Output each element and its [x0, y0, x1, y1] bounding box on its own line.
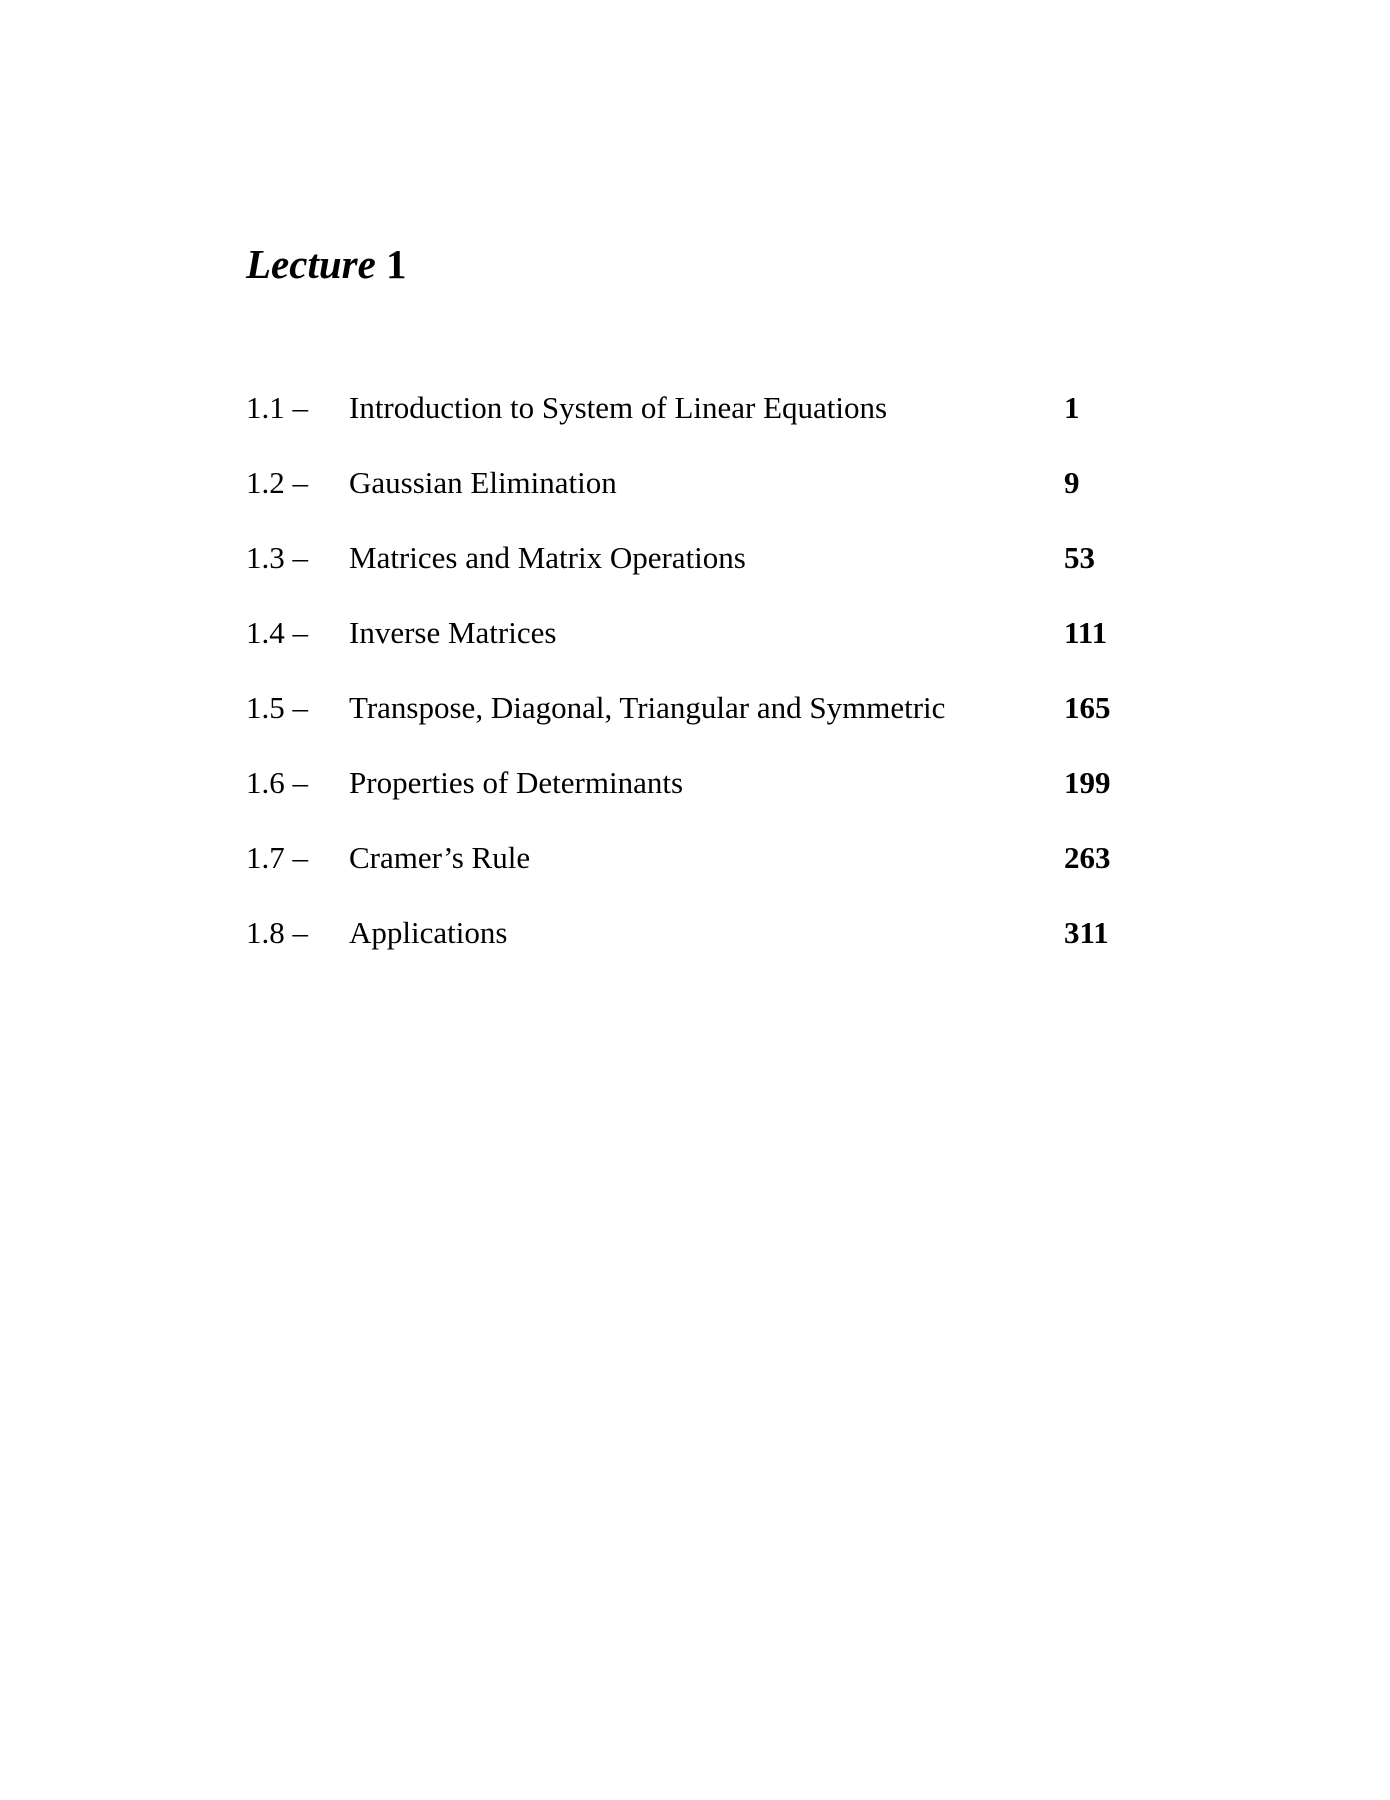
page-number: 311 [1064, 915, 1109, 950]
toc-entry [246, 759, 1126, 834]
section-number: 1.1 – [246, 390, 308, 425]
section-title: Applications [349, 915, 508, 950]
lecture-number: 1 [386, 241, 407, 287]
toc-entry [246, 534, 1126, 609]
section-title: Matrices and Matrix Operations [349, 540, 746, 575]
section-number: 1.6 – [246, 765, 308, 800]
table-of-contents [246, 384, 1126, 984]
page-number: 1 [1064, 390, 1080, 425]
toc-entry [246, 684, 1126, 759]
section-title: Gaussian Elimination [349, 465, 617, 500]
page-number: 111 [1064, 615, 1108, 650]
page-number: 199 [1064, 765, 1111, 800]
toc-entry [246, 609, 1126, 684]
section-title: Cramer’s Rule [349, 840, 531, 875]
section-number: 1.2 – [246, 465, 308, 500]
toc-entry [246, 384, 1126, 459]
page-number: 263 [1064, 840, 1111, 875]
page-number: 9 [1064, 465, 1080, 500]
section-number: 1.5 – [246, 690, 308, 725]
section-title: Inverse Matrices [349, 615, 557, 650]
section-title: Transpose, Diagonal, Triangular and Symmetric [349, 690, 946, 725]
toc-entry [246, 909, 1126, 984]
section-number: 1.7 – [246, 840, 308, 875]
section-number: 1.3 – [246, 540, 308, 575]
toc-entry [246, 459, 1126, 534]
page-number: 53 [1064, 540, 1095, 575]
section-number: 1.8 – [246, 915, 308, 950]
section-title: Introduction to System of Linear Equations [349, 390, 888, 425]
section-number: 1.4 – [246, 615, 308, 650]
lecture-word: Lecture [246, 241, 376, 287]
section-title: Properties of Determinants [349, 765, 684, 800]
toc-entry [246, 834, 1126, 909]
lecture-heading [246, 241, 407, 287]
page-number: 165 [1064, 690, 1111, 725]
